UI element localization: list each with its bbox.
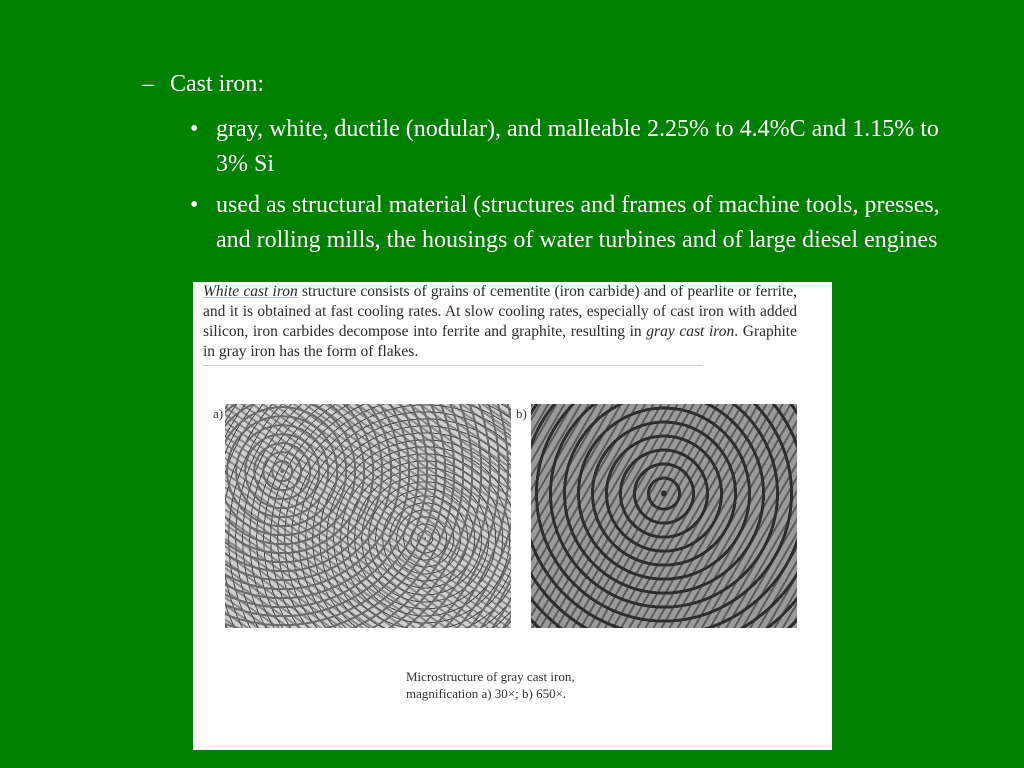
bullet-text: used as structural material (structures and frames of machine tools, presses, and rolling mills, the housings of water turbines and of large diesel engines [216,192,940,253]
label-a: a) [213,406,224,421]
bullet-marker: • [190,116,199,142]
bullet-marker: • [190,192,199,218]
textbook-figure [193,282,832,750]
textbook-paragraph [203,282,797,362]
divider [203,365,703,366]
bullet-list [190,112,950,264]
term-gray-cast-iron: gray cast iron [646,323,735,340]
bullet-item [190,112,950,182]
bullet-item [190,188,950,258]
micrograph-b-image [531,404,797,628]
heading-dash: – [142,71,154,97]
paragraph-part-2: . Graphite in gray iron has the form of flakes. [203,323,797,360]
term-white-cast-iron: White cast iron [203,283,298,300]
bullet-text: gray, white, ductile (nodular), and malleable 2.25% to 4.4%C and 1.15% to 3% Si [216,116,939,177]
micrograph-a-image [225,404,511,628]
figure-caption: Microstructure of gray cast iron, magnification a) 30×; b) 650×. [406,669,575,701]
heading [142,70,264,98]
label-b: b) [516,406,527,421]
heading-text: Cast iron: [170,71,264,97]
paragraph-part-1: structure consists of grains of cementite (iron carbide) and of pearlite or ferrite, and it is obtained at fast cooling rates. At slow cooling rates, especially of cast iron with added silicon, iron carbides decompose into ferrite and graphite, resulting in [203,283,797,340]
